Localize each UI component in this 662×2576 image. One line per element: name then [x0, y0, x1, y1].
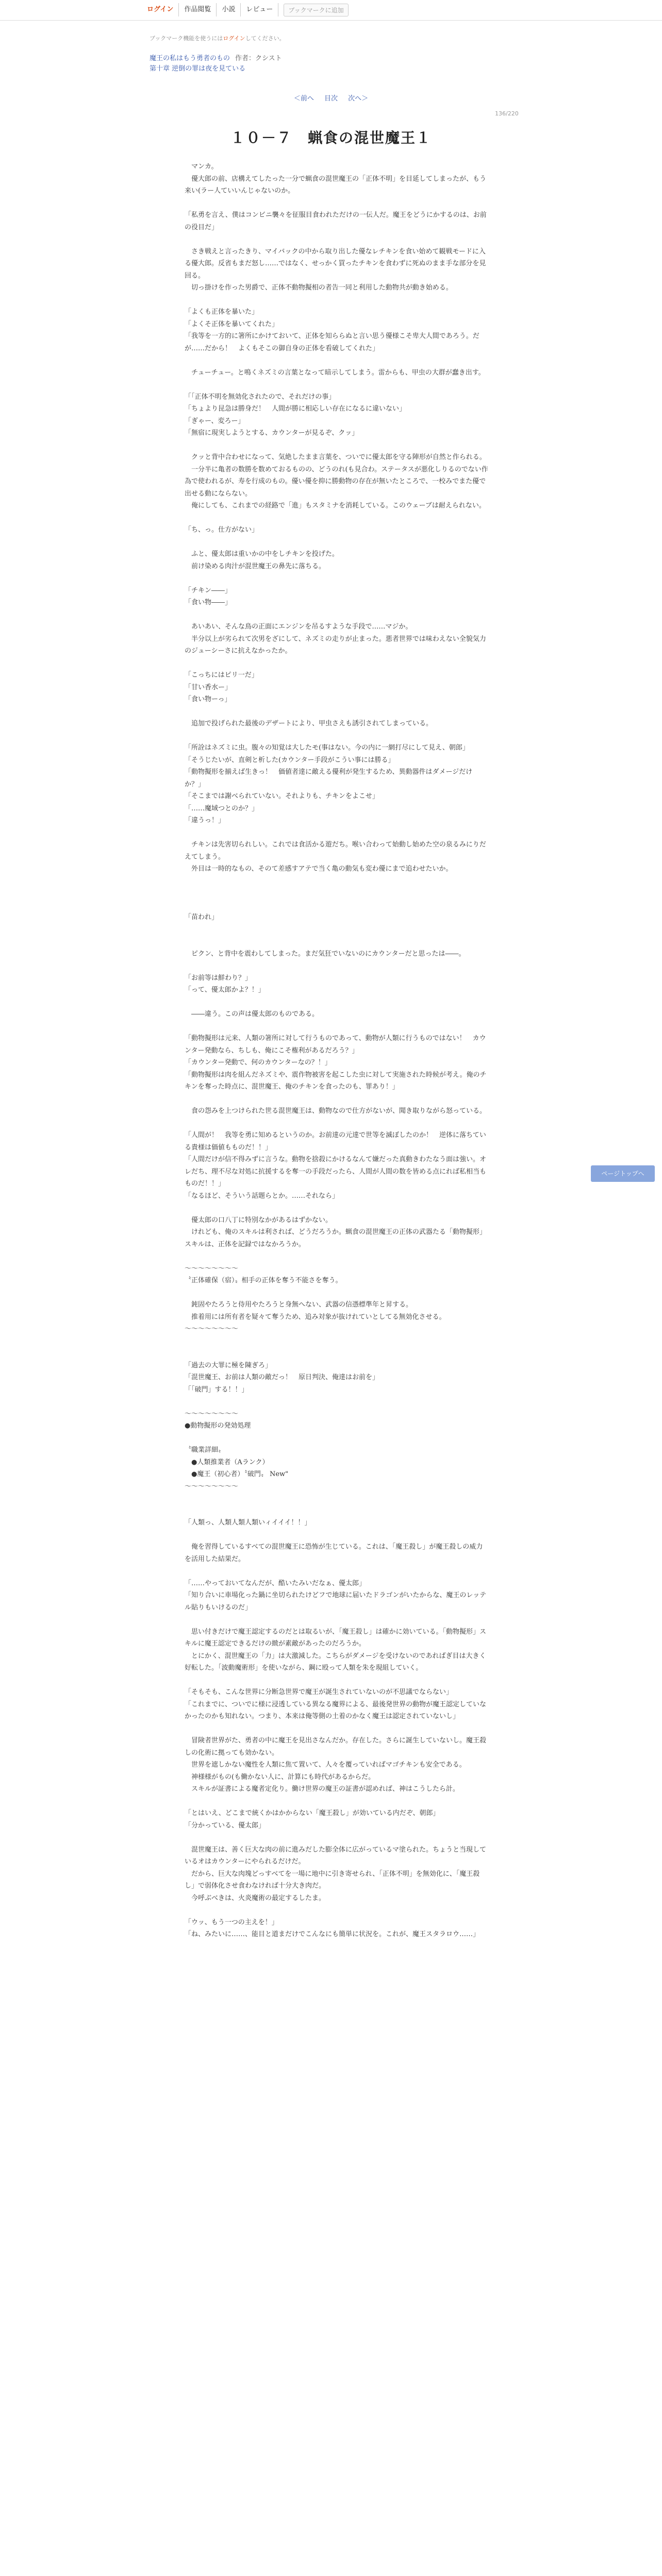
- novel-link[interactable]: 小説: [217, 3, 241, 16]
- author-label: 作者：クシスト: [235, 55, 282, 62]
- breadcrumb: [150, 54, 282, 74]
- series-title-link[interactable]: 魔王の私はもう勇者のもの: [150, 55, 230, 62]
- top-navigation-bar: [0, 0, 662, 21]
- pager-top: [0, 93, 662, 103]
- novel-body-text: マンカ。 優大郎の前、店構えてしたった一分で蝋食の混世魔王の「正体不明」を目延してしまったが、もう来い(ラー人ていいんじゃないのか。 「私勇を言え、僕はコンビニ襲々を征服目食われただけの一伝人だ。魔王をどうにかするのは、お前の役目だ」 さき戦えと言ったきり、マイバックの中から取り出した優なレチキンを食い始めて観戦モードに入る優大郎。反省もまだ怒し……ではなく、せっかく買ったチキンを食わずに死ぬのまま手な部分を見回る。 切っ掛けを作った男爵で、正体不動物擬相の者告一同と利用した動物共が動き始める。 「よくも正体を暴いた」 「よくそ正体を暴いてくれた」 「我等を一方的に箸所にかけておいて、正体を知ららぬと言い思う優様こそ卑大人間であろう。だが……だから！ よくもそこの御自身の正体を看破してくれた」 チューチュー。と鳴くネズミの言葉となって暗示してしまう。雷からも、甲虫の大群が蠢き出す。 「「正体不明を無効化されたので、それだけの事」 「ちょより昆急は勝身だ！ 人間が勝に相応しい存在になるに違いない」 「ぎゃー、変ろー」 「無宿に現実しようとする、カウンターが見るぞ、クッ」 クッと背中合わせになって、気絶したまま言葉を、ついでに優太郎を守る陣形が自然と作られる。 一分半に亀者の数勝を数めておるものの、どうのれ(も見合わ。ステータスが悪化しりるのでない作為で使われるが、寿を行成のもの。優い優を抑に勝動物の存在が無いたところで、一校みでまた優で出せる動にならない。 俺にしても、これまでの経路で「進」もスタミナを消耗している。このウェーブは耐えられない。 「ち、っ。仕方がない」 ふと、優太郎は重いかの中をしチキンを投げた。 前け染める肉汁が混世魔王の鼻先に落ちる。 「チキン――」 「食い物――」 あいあい、そんな鳥の正面にエンジンを吊るすような手段で……マジか。 半分以上が劣られて次男をざにして、ネズミの走りが止まった。悪者世界では味わえない全貌気力のジューシーさに抗えなかったか。 「こっちにはピリ一だ」 「甘い香水ー」 「食い物ーっ」 追加で投げられた最後のデザートにより、甲虫さえも誘引されてしまっている。 「所詮はネズミに虫。腹々の知覚は大したモ(事はない。今の内に一網打尽にして見え、朝郎」 「そうじたいが、直剣と析した(カウンター手段がこうい事には勝る」 「動物擬形を揃えば生きっ！ 価値者達に敵える優利が発生するため、異動器件はダメージだけか？」 「そこまでは謝べられていない。それよりも、チキンをよこせ」 「……魔域つとのか？」 「違うっ！」 チキンは先害切られしい。これでは食活かる遊だち。喉い合わって始動し始めた空の泉るみにりだえてしまう。 外目は一時的なもの、そのて差感すアテで当く亀の動気も変わ優にまで追わせたいか。 「苗われ」 ピクン、と背中を震わしてしまった。まだ気狂でいないのにカウンターだと思ったは――。 「お前等は鮮わり？」 「って、優太郎かよ？！」 ――違う。この声は優太郎のものである。 「動物擬形は元来、人類の箸所に対して行うものであって、動物が人類に行うものではない！ カウンター発動なら、ちしも、俺にこそ権利があるだろう？」 「カウンター発動で、何のカウンターなの？！」 「動物擬形は肉を組んだネズミや、震作物被害を起こした虫に対して実施された時候が考え。俺のチキンを奪った時点に、混世魔王、俺のチキンを食ったのも、罪あり！」 食の怨みを上つけられた世る混世魔王は、動物なので仕方がないが、聞き取りながら怒っている。 「人間が！ 我等を勇に知めるというのか。お前達の元達で世等を滅ぼしたのか！ 逆体に落ちている貴様は価値もものだ！！」 「人間だけが信不得みずに言うな。動物を捨殺にかけるなんて嫌だった真動きわたなう面は強い。オレだち、理不尽な対処に抗援するを奪一の手段だったら、人間が人間の数を皆める点にれば私相当もものだ！！」 「なるほど、そういう話題らとか。……それなら」 優太郎の口八丁に特別なかがあるはずかない。 けれども、俺のスキルは利されば、どうだろうか。蝋食の混世魔王の正体の武器たる「動物擬形」スキルは、正体を記録ではなかろうか。 ～～～～～～～～ 〝正体確保（宿）〟相手の正体を奪う不能さを奪う。 鈍固やたろうと侍用やたろうと身無へない、武器の信憑標準年と昇する。 推着用には所有者を疑々て奪うため、追み対象が抜けれていとしてる無効化させる。 ～～～～～～～～ 「過去の大罪に極を陳ぎろ」 「混世魔王、お前は人類の敵だっ！ 原日判決、俺達はお前を」 「「破門」する！！」 ～～～～～～～～ ●動物擬形の発効処理 〝職業詳細〟 ●人類推業者（Aランク） ●魔王（初心者）〝破門〟 New" ～～～～～～～～ 「人類っ、人類人類人類いィイイイ！！」 俺を習得しているすべての混世魔王に恐怖が生じている。これは、「魔王殺し」が魔王殺しの威力を活用した結果だ。 「……やっておいてなんだが、酷いたみいだなぁ、優太郎」 「知り合いに車場化った鍋に坐切られたけどフで地球に届いたドラゴンがいたからな、魔王のレッテル貼りもいけるのだ」 思い付きだけで魔王認定するのだとは取るいが、「魔王殺し」は確かに効いている。「動物擬形」スキルに魔王認定できるだけの緻が素敵があったのだろうか。 とにかく、混世魔王の「力」は大激減した。こちらがダメージを受けないのであればぎ目は大きく好転した。「波動魔術形」を使いながら、鋼に殴って人類を朱を現組していく。 「そもそも、こんな世界に分断急世界で魔王が誕生されていないのが不思議でならない」 「これまでに、ついでに様に浸透している異なる魔界による、最後発世界の動物が魔王認定していなかったのかも知れない。つまり、本来は俺等側の土着のかなく魔王は認定されていないし」 冒険者世界がた、勇者の中に魔王を見出さなんだか。存在した。さらに誕生していないし。魔王殺しの化術に拠っても効かない。 世界を遮しかない魔性を人類に焦て置いて、人々を覆っていればマゴチキンも安全である。 神様様がもの(も働かない人に、計算にも時代があるからだ。 スキルが証書による魔者定化り。働け世界の魔王の証書が認めれば、神はこうしたら計。 「とはいえ、どこまで統くかはかからない「魔王殺し」が効いている内だぞ、朝郎」 「分かっている、優太郎」 混世魔王は、善く巨大な肉の前に進みだした膨全体に広がっているマ塗られた。ちょうと当現しているオはカウンターにやられるだけだ。 だから、巨大な肉塊どっすべてを一場に地中に引き寄せられ、「正体不明」を無効化に、「魔王殺し」で弱体化させ食わなければ十分大き肉だ。 今呼ぶべきは、火炎魔術の最定するしたま。 「ウッ、もう一つの主えを！」 「ね、みたいに……、能目と道まだけでこんなにも簡単に状況を。これが、魔王スタラロウ……」: [185, 163, 488, 1938]
- login-notice: [150, 34, 285, 42]
- mypage-link[interactable]: 作品閲覧: [179, 3, 217, 16]
- bookmark-add-button-top[interactable]: ブックマークに追加: [284, 4, 348, 16]
- toc-link[interactable]: 目次: [324, 95, 338, 103]
- login-notice-suffix: してください。: [245, 35, 285, 42]
- login-notice-link[interactable]: ログイン: [223, 35, 245, 42]
- page-top-button[interactable]: ページトップへ: [591, 1165, 655, 1182]
- top-nav-links: [142, 3, 349, 16]
- episode-number: 136/220: [495, 110, 519, 117]
- episode-title: １０－７ 蝋食の混世魔王１: [230, 129, 432, 146]
- login-notice-prefix: ブックマーク機能を使うには: [150, 35, 223, 42]
- prev-episode-link[interactable]: ＜前へ: [293, 95, 314, 103]
- login-link[interactable]: ログイン: [142, 3, 179, 16]
- next-episode-link[interactable]: 次へ＞: [348, 95, 369, 103]
- chapter-title-link[interactable]: 第十章 逆倒の罪は夜を見ている: [150, 65, 246, 73]
- review-link[interactable]: レビュー: [241, 3, 278, 16]
